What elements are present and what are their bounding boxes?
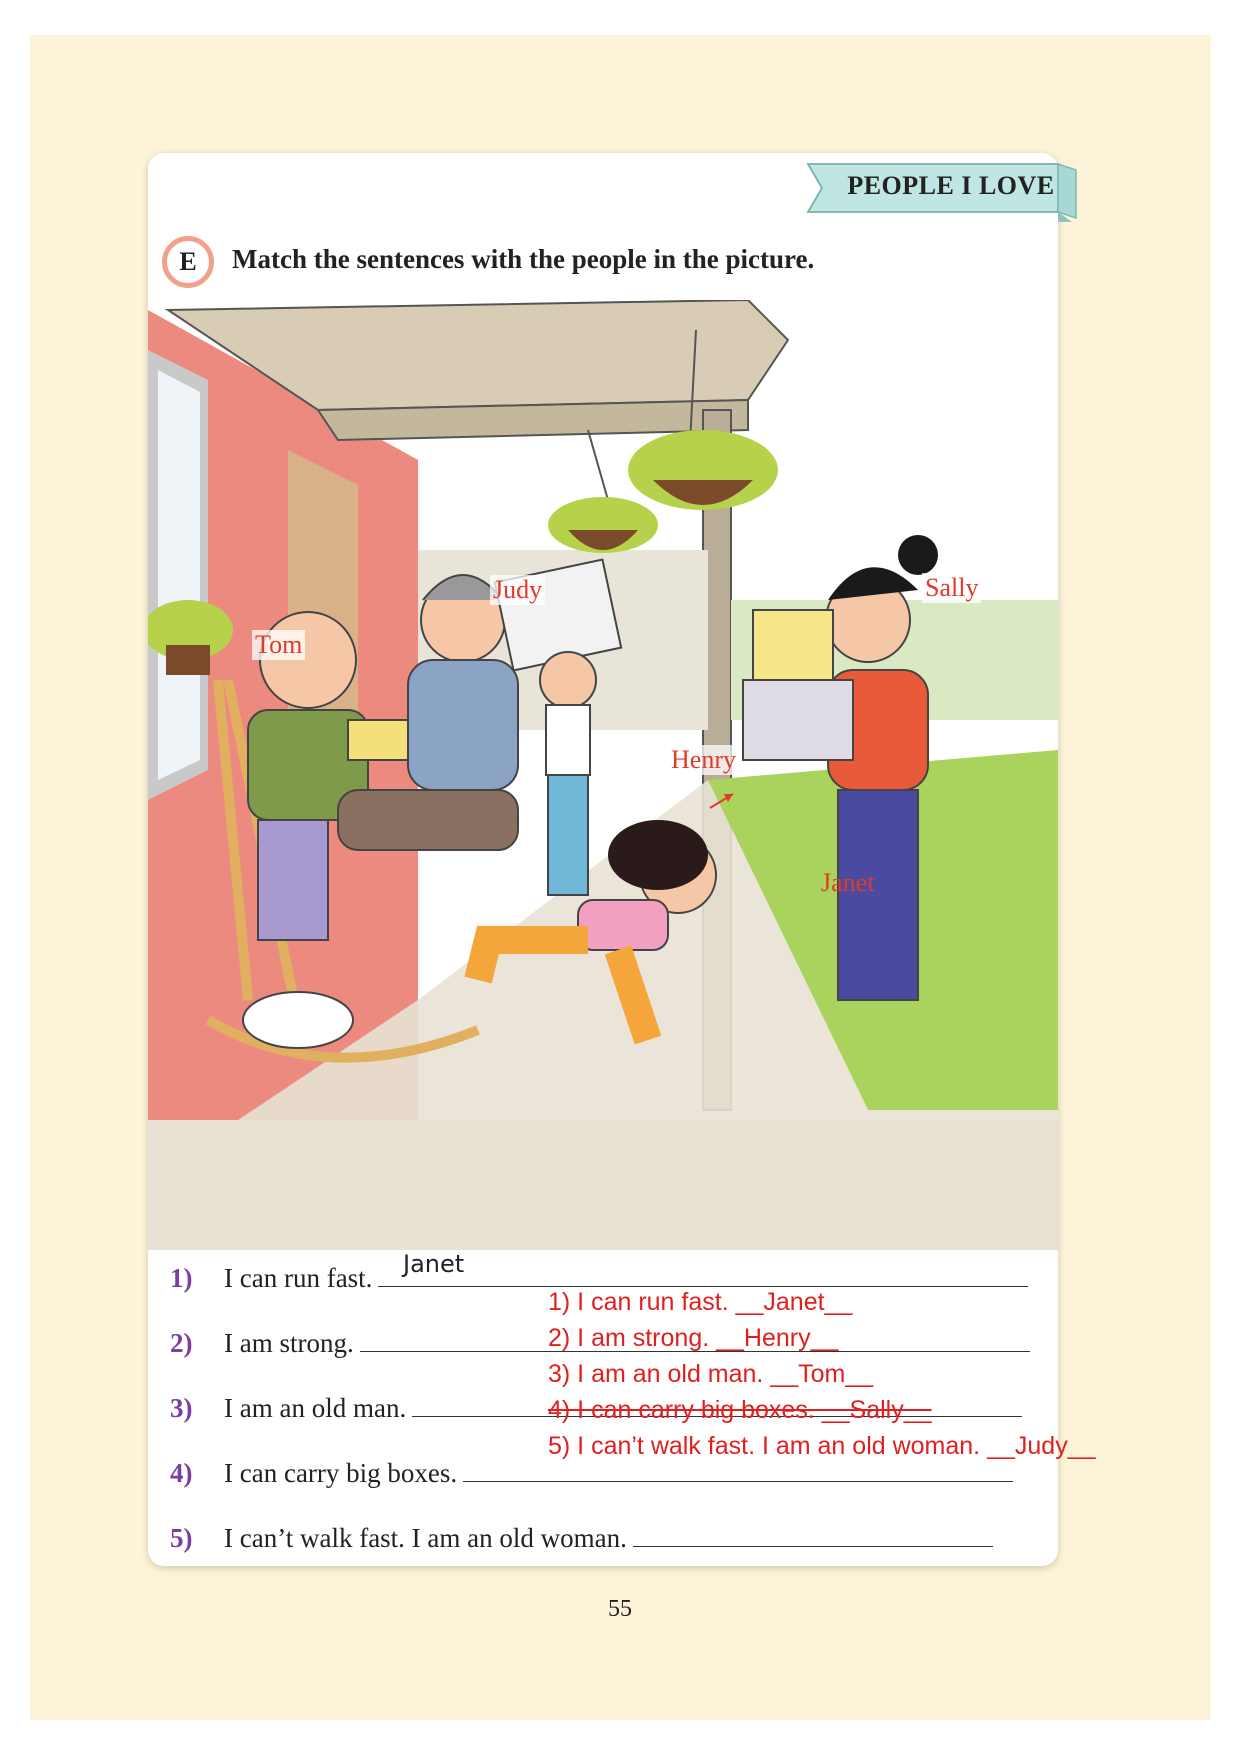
typed-answer-4: 4) I can carry big boxes. __Sally__ (548, 1396, 932, 1424)
sentence-number: 4) (170, 1458, 193, 1488)
page-number: 55 (608, 1596, 632, 1622)
label-janet: Janet (821, 868, 875, 897)
sentence-number: 3) (170, 1393, 193, 1423)
exercise-instruction: Match the sentences with the people in the picture. (232, 244, 815, 274)
label-tom: Tom (252, 630, 305, 660)
label-henry: Henry (668, 745, 739, 775)
sentence-text: I am an old man. (224, 1393, 407, 1423)
sentence-number: 1) (170, 1263, 193, 1293)
sentence-5 (170, 1522, 993, 1554)
answer-blank[interactable] (378, 1262, 1028, 1287)
handwritten-answer: Janet (403, 1250, 465, 1278)
label-judy: Judy (490, 575, 545, 605)
porch-illustration (148, 300, 1058, 1250)
sentence-number: 2) (170, 1328, 193, 1358)
exercise-badge: E (162, 236, 214, 288)
sentence-text: I can carry big boxes. (224, 1458, 458, 1488)
sentence-text: I can’t walk fast. I am an old woman. (224, 1523, 627, 1553)
typed-answer-1: 1) I can run fast. __Janet__ (548, 1288, 853, 1316)
sentence-text: I can run fast. (224, 1263, 373, 1293)
sentence-text: I am strong. (224, 1328, 354, 1358)
label-sally: Sally (922, 573, 981, 603)
sentence-4 (170, 1457, 1013, 1489)
section-title: PEOPLE I LOVE (847, 171, 1055, 200)
sentence-number: 5) (170, 1523, 193, 1553)
answer-blank[interactable] (633, 1522, 993, 1547)
typed-answer-5: 5) I can’t walk fast. I am an old woman. __Judy__ (548, 1432, 1096, 1460)
typed-answer-2: 2) I am strong. __Henry__ (548, 1324, 839, 1352)
typed-answer-3: 3) I am an old man. __Tom__ (548, 1360, 874, 1388)
